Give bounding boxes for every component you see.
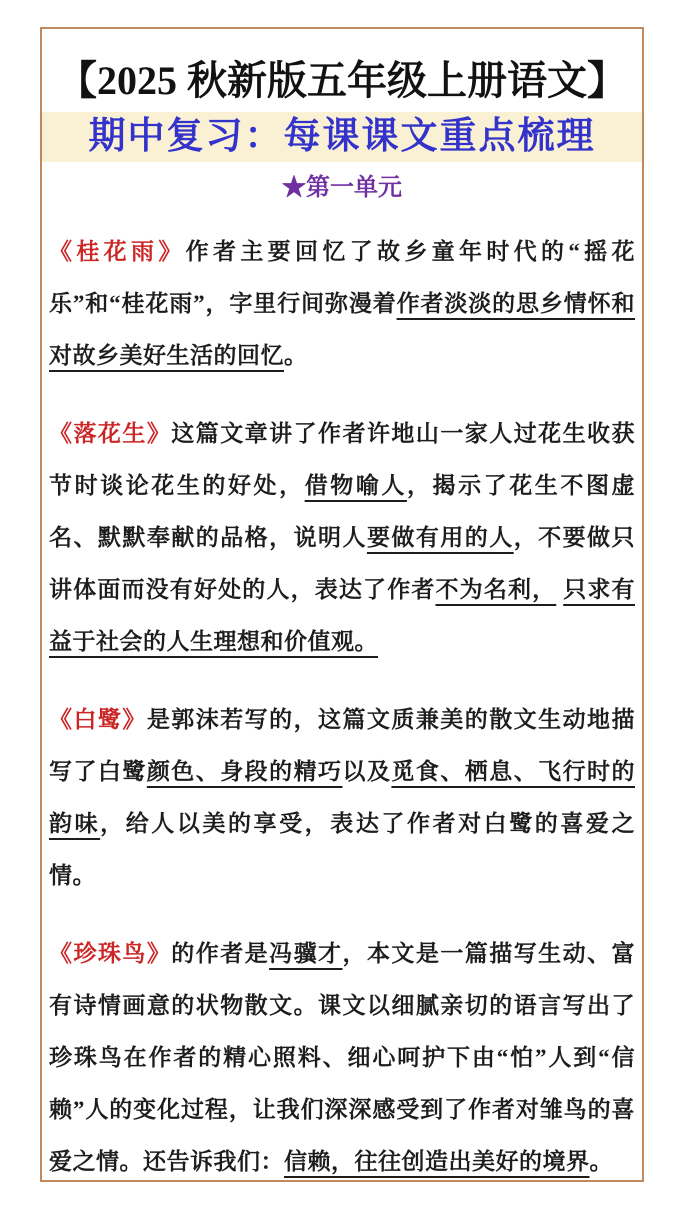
paragraphs	[42, 226, 642, 1188]
underlined-text: 只求有益于社会的人生理想和价值观。	[49, 577, 635, 654]
paragraph	[49, 928, 635, 1188]
page-title: 【2025 秋新版五年级上册语文】	[57, 58, 627, 103]
subtitle: 期中复习：每课课文重点梳理	[88, 116, 596, 157]
body-text: 这篇文章讲了作者许地山一家人过花生收获节时谈论花生的好处，	[49, 421, 636, 498]
book-title: 《白鹭》	[49, 707, 147, 732]
underlined-text: 作者淡淡的思乡情怀和对故乡美好生活的回忆	[49, 291, 636, 368]
underlined-text: 要做有用的人	[366, 525, 514, 550]
body-text: ，给人以美的享受，表达了作者对白鹭的喜爱之情。	[49, 811, 636, 888]
body-text: 作者主要回忆了故乡童年时代的“摇花乐”和“桂花雨”，字里行间弥漫着	[49, 239, 636, 316]
page-border-frame	[40, 27, 644, 1182]
underlined-text: 不为名利，	[435, 577, 557, 602]
body-text: 以及	[342, 759, 392, 784]
body-text: ，本文是一篇描写生动、富有诗情画意的状物散文。课文以细腻亲切的语言写出了珍珠鸟在作者的精心照料、细心呵护下由“怕”人到“信赖”人的变化过程，让我们深深感受到了作者对雏鸟的喜爱之情。还告诉我们：	[49, 941, 636, 1174]
body-text: 的作者是	[171, 941, 270, 966]
underlined-text: 颜色、身段的精巧	[146, 759, 343, 784]
underlined-text: 冯骥才	[269, 941, 343, 966]
paragraph	[49, 694, 635, 902]
underlined-text: 信赖，往往创造出美好的境界	[284, 1149, 590, 1174]
body-text: ，揭示了花生不图虚名、默默奉献的品格，说明人	[49, 473, 636, 550]
book-title: 《落花生》	[49, 421, 172, 446]
subtitle-band	[42, 112, 642, 162]
paragraph	[49, 226, 635, 382]
book-title: 《桂花雨》	[49, 239, 186, 264]
body-text: 。	[589, 1149, 613, 1174]
book-title: 《珍珠鸟》	[49, 941, 172, 966]
paragraph	[49, 408, 635, 668]
body-text: 是郭沫若写的，这篇文质兼美的散文生动地描写了白鹭	[49, 707, 636, 784]
body-text: ，不要做只讲体面而没有好处的人，表达了作者	[49, 525, 636, 602]
body-text: 。	[284, 343, 308, 368]
underlined-text: 觅食、栖息、飞行时的韵味	[49, 759, 636, 836]
underlined-text: 借物喻人	[304, 473, 407, 498]
unit-heading: ★第一单元	[282, 175, 402, 201]
